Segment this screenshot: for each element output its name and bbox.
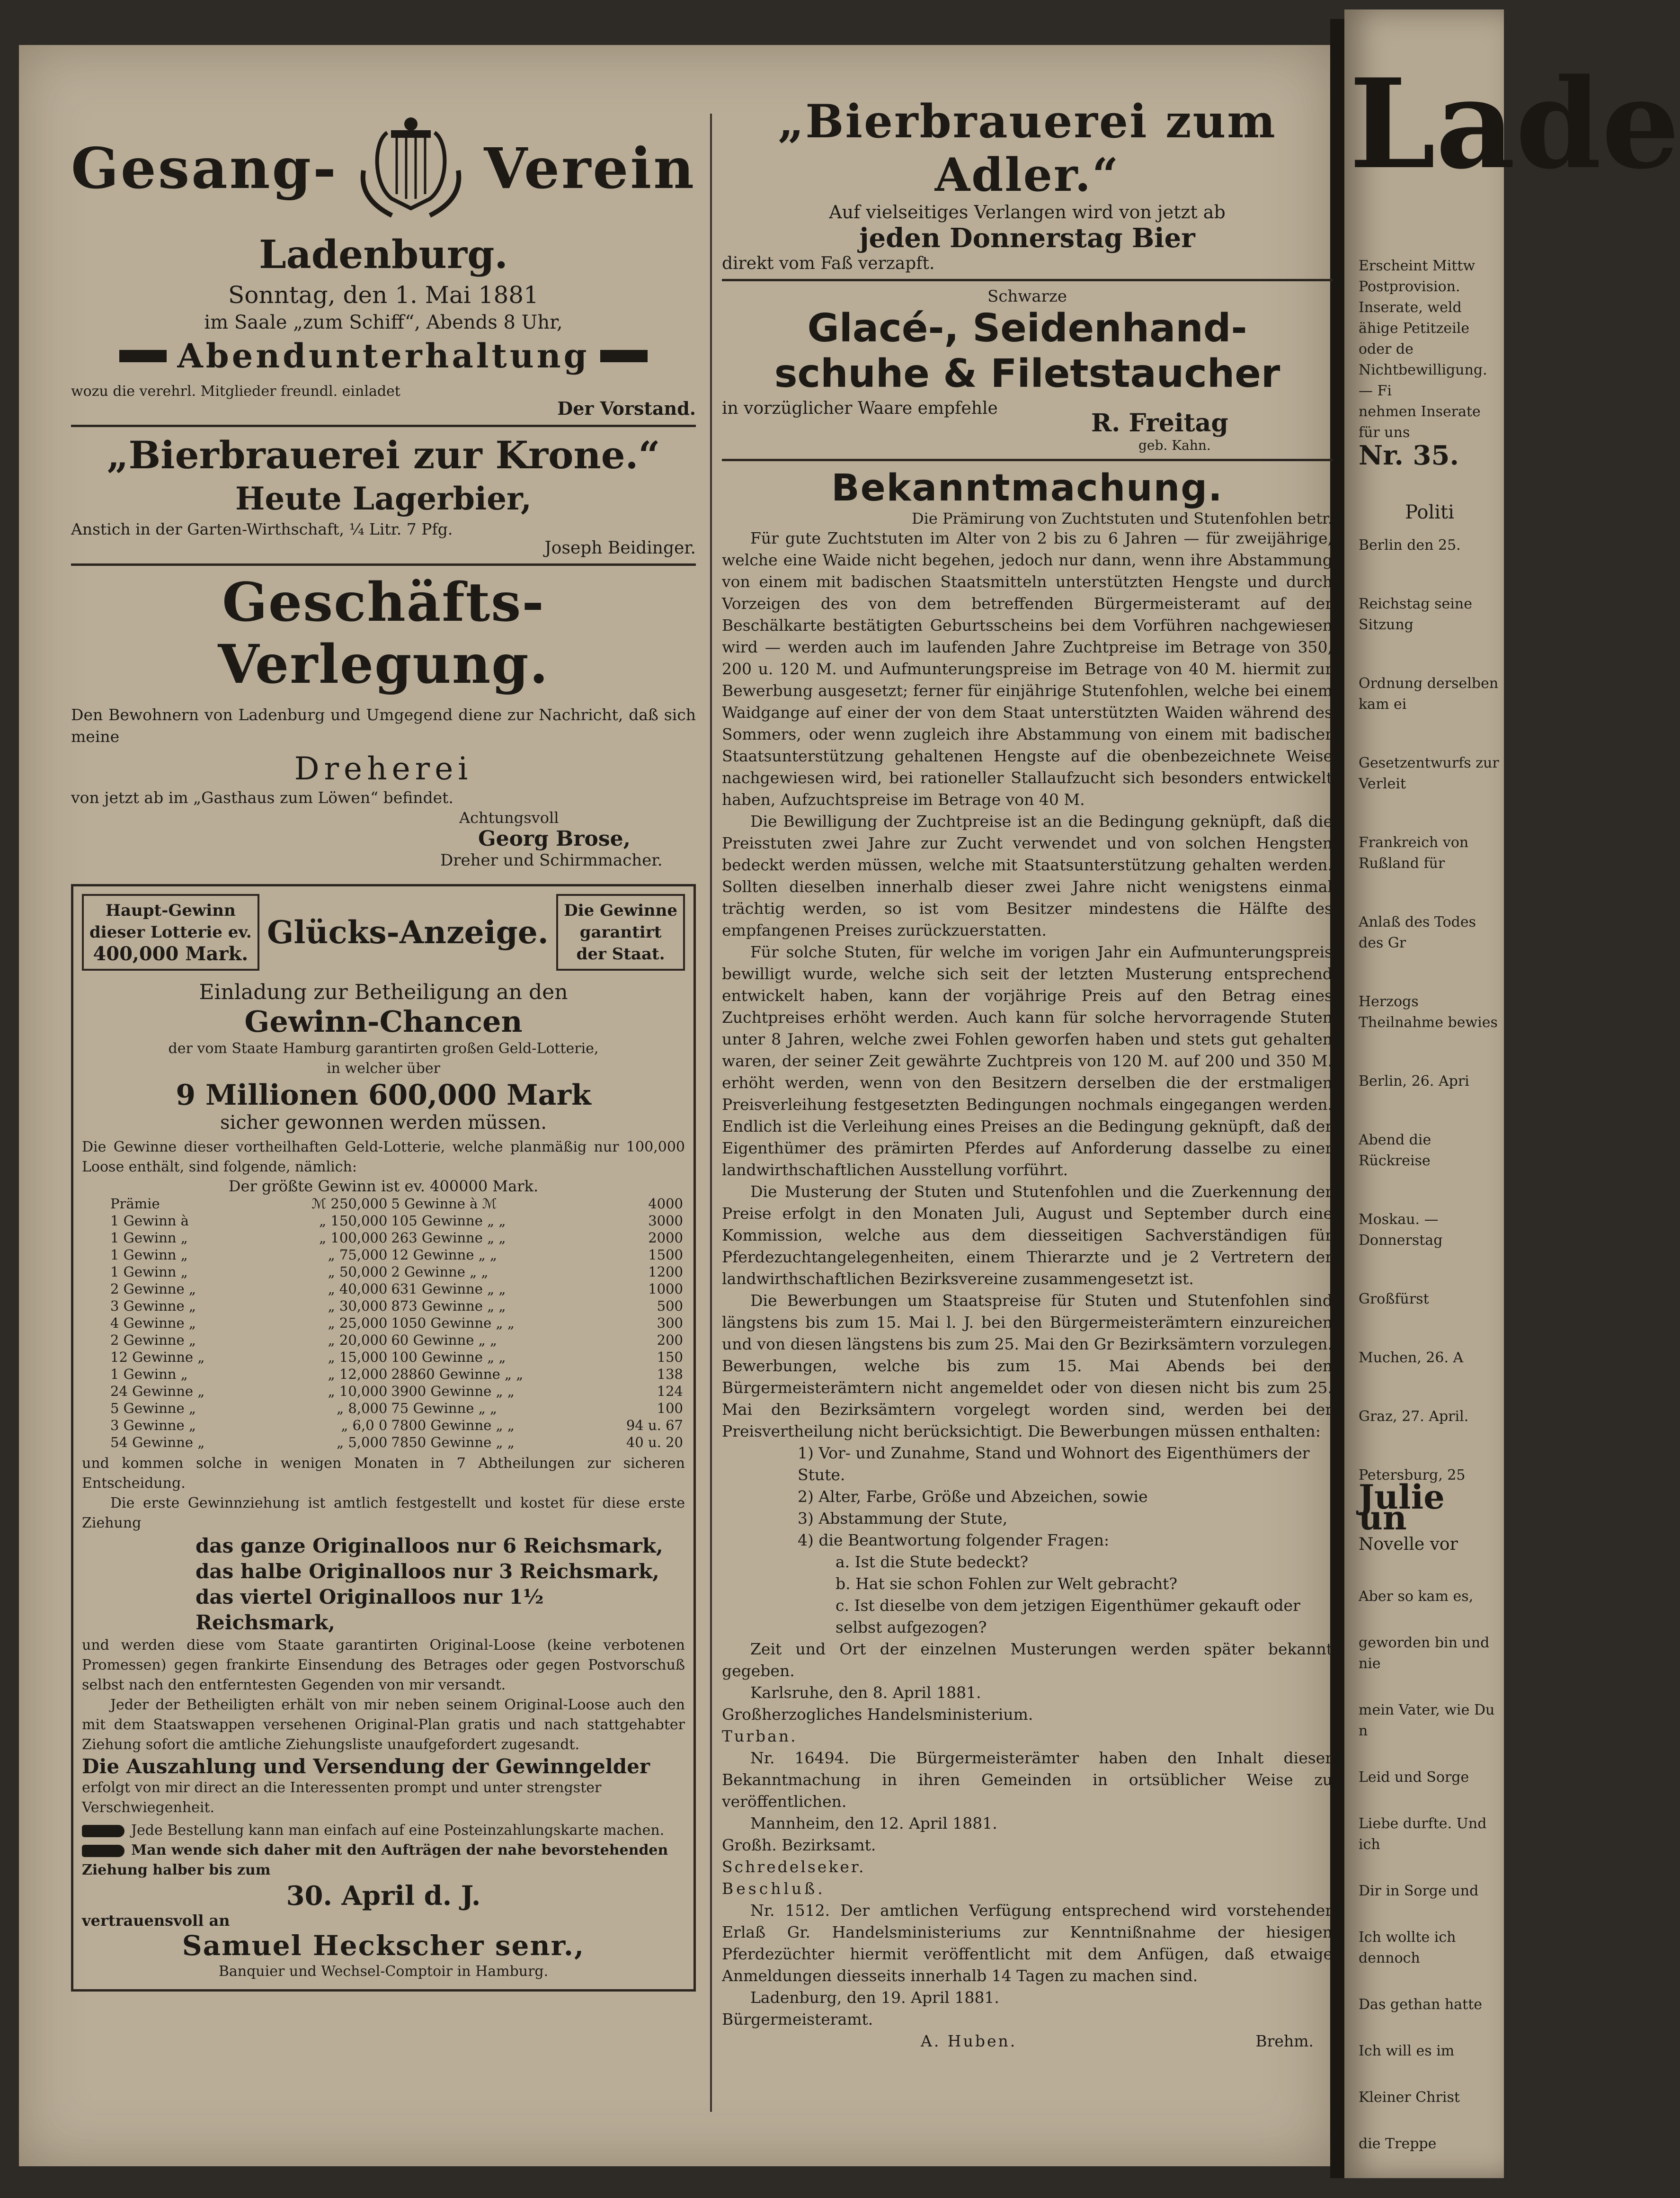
lottery-para3: Die erste Gewinnziehung ist amtlich festgestellt und kostet für diese erste Ziehung [82, 1495, 685, 1531]
prize-row [82, 1212, 685, 1229]
prize-cell: 12 Gewinne „ [110, 1349, 205, 1365]
adler-line1: Auf vielseitiges Verlangen wird von jetzt ab [829, 202, 1226, 223]
bekannt-official: Schredelseker. [722, 1858, 866, 1876]
prize-cell: 124 [657, 1383, 683, 1399]
text-line: Herzogs Theilnahme bewies [1359, 993, 1498, 1031]
bekannt-sublist-item: a. Ist die Stute bedeckt? [836, 1553, 1029, 1571]
bekanntmachung [722, 467, 1333, 2052]
prize-cell: 28860 Gewinne „ „ [391, 1366, 524, 1382]
lottery-main-prize-box [82, 894, 259, 971]
adler-ad [722, 95, 1333, 273]
prize-cell: 3 Gewinne „ [110, 1298, 196, 1314]
verlegung-ad [71, 572, 696, 870]
prize-cell: „ 8,000 [337, 1400, 388, 1416]
lottery-box-line: Haupt-Gewinn [105, 901, 236, 920]
lottery-amount: 9 Millionen 600,000 Mark [176, 1079, 591, 1112]
lottery-box-line: Die Gewinne [564, 901, 677, 920]
prize-cell: 300 [657, 1315, 683, 1331]
prize-cell: „ 10,000 [328, 1383, 388, 1399]
prize-cell: 150 [657, 1349, 683, 1365]
prize-cell: 4 Gewinne „ [110, 1315, 196, 1331]
lottery-price2: das halbe Originalloos nur 3 Reichsmark, [196, 1560, 659, 1583]
lottery-para1: Die Gewinne dieser vortheilhaften Geld-Lotterie, welche planmäßig nur 100,000 Loose enthält, sind folgende, nämlich: [82, 1139, 685, 1175]
prize-row [82, 1434, 685, 1451]
freitag-pre: Schwarze [987, 287, 1067, 306]
prize-cell: 1 Gewinn „ [110, 1264, 188, 1280]
prize-cell: 263 Gewinne „ „ [391, 1230, 506, 1246]
adler-line3: direkt vom Faß verzapft. [722, 254, 935, 273]
krone-title: „Bierbrauerei zur Krone.“ [107, 433, 660, 477]
prize-cell: 105 Gewinne „ „ [391, 1213, 506, 1229]
gesang-title-right: Verein [484, 135, 696, 201]
prize-cell: 1050 Gewinne „ „ [391, 1315, 515, 1331]
verlegung-text1: Den Bewohnern von Ladenburg und Umgegend diene zur Nachricht, daß sich meine [71, 706, 696, 746]
right-column [722, 95, 1333, 2140]
bekannt-p3: Für solche Stuten, für welche im vorigen Jahr ein Aufmunterungspreis bewilligt wurde, welche sich seit der letzten Musterung entsprechend entwickelt haben, kann der vorjährige Preis auf den Betrag eines Zuchtpreises erhöht werden. Auch kann für solche hervorragende Stuten unter 8 Jahren, welche zwei Fohlen geworfen haben und stets gut gehalten waren, der seiner Zeit gewährte Zuchtpreis von 120 M. auf 200 und 350 M. erhöht werden, wenn von den Besitzern derselben die der erstmaligen Preisverleihung festgesetzten Bedingungen nochmals eingegangen werden. Endlich ist die Verleihung eines Preises an die Bedingung geknüpft, daß der Eigenthümer des prämirten Pferdes auf Anforderung dasselbe zu einer landwirthschaftlichen Ausstellung vorführt. [722, 943, 1333, 1179]
bekannt-p4: Die Musterung der Stuten und Stutenfohlen und die Zuerkennung der Preise erfolgt in den Monaten Juli, August und September durch eine Kommission, welche aus dem diesseitigen Sachverständigen für Pferdezuchtangelegenheiten, einem Thierarzte und je 2 Vertretern der landwirthschaftlichen Bezirksvereine zusammengesetzt ist. [722, 1182, 1333, 1288]
prize-cell: Prämie [110, 1196, 160, 1212]
section-title: Politi [1405, 501, 1454, 523]
decorative-bar-right [600, 350, 648, 362]
facing-page [1344, 9, 1680, 2178]
bekannt-place2: Mannheim, den 12. April 1881. [750, 1814, 997, 1832]
text-line: Ordnung derselben kam ei [1359, 675, 1499, 713]
text-line: Großfürst [1359, 1291, 1429, 1307]
prize-cell: „ 25,000 [328, 1315, 388, 1331]
text-line: Gesetzentwurfs zur Verleit [1359, 755, 1499, 792]
prize-cell: 200 [657, 1332, 683, 1348]
prize-cell: „ 150,000 [319, 1213, 388, 1229]
prize-row [82, 1331, 685, 1349]
text-line: mein Vater, wie Du n [1359, 1702, 1495, 1739]
prize-cell: 2000 [648, 1230, 683, 1246]
text-line: Berlin den 25. [1359, 537, 1461, 554]
verlegung-text2: von jetzt ab im „Gasthaus zum Löwen“ befindet. [71, 788, 453, 807]
verlegung-name: Georg Brose, [478, 827, 631, 851]
prize-cell: „ 5,000 [337, 1434, 388, 1450]
text-line: Frankreich von Rußland für [1359, 834, 1469, 872]
prize-row [82, 1400, 685, 1417]
text-line: geworden bin und nie [1359, 1635, 1490, 1672]
prize-cell: 7800 Gewinne „ „ [391, 1417, 515, 1433]
lottery-largest: Der größte Gewinn ist ev. 400000 Mark. [228, 1177, 539, 1195]
prize-cell: „ 12,000 [328, 1366, 388, 1382]
prize-cell: 3000 [648, 1213, 683, 1229]
prize-cell: 1000 [648, 1281, 683, 1297]
text-line: Abend die Rückreise [1359, 1132, 1431, 1169]
prize-cell: 54 Gewinne „ [110, 1434, 205, 1450]
decorative-bar-left [119, 350, 167, 362]
prize-cell: 3 Gewinne „ [110, 1417, 196, 1433]
column-rule [710, 114, 712, 2112]
lottery-box-line: 400,000 Mark. [93, 943, 249, 965]
text-line: Inserate, weld [1359, 299, 1462, 316]
prize-row [82, 1383, 685, 1400]
bekannt-list-item: 2) Alter, Farbe, Größe und Abzeichen, sowie [798, 1487, 1148, 1506]
masthead: Lade [1349, 52, 1680, 197]
lottery-ad [71, 884, 696, 1992]
prize-cell: ℳ 250,000 [311, 1196, 388, 1212]
politics-text [1359, 535, 1501, 1524]
prize-row [82, 1366, 685, 1383]
text-line: Leid und Sorge [1359, 1769, 1469, 1786]
lottery-para2: und kommen solche in wenigen Monaten in 7 Abtheilungen zur sicheren Entscheidung. [82, 1455, 685, 1492]
left-column [71, 95, 696, 2140]
divider [71, 563, 696, 566]
verlegung-shop: Dreherei [294, 751, 473, 787]
freitag-line: in vorzüglicher Waare empfehle [722, 399, 998, 418]
lottery-para4: und werden diese vom Staate garantirten Original-Loose (keine verbotenen Promessen) gegen frankirte Einsendung des Betrages oder gegen Postvorschuß selbst nach den entferntesten Gegenden von mir versandt. [82, 1637, 685, 1693]
adler-line2: jeden Donnerstag Bier [859, 223, 1195, 254]
verlegung-closing: Achtungsvoll [459, 809, 559, 827]
bekannt-intro: Die Prämirung von Zuchtstuten und Stutenfohlen betr. [911, 509, 1333, 527]
prize-cell: „ 40,000 [328, 1281, 388, 1297]
text-line: Nichtbewilligung. — Fi [1359, 362, 1487, 399]
text-line: Ich wollte ich dennoch [1359, 1929, 1456, 1966]
bekannt-minister: Turban. [722, 1727, 798, 1745]
lottery-box-line: garantirt [579, 923, 662, 942]
text-line: Graz, 27. April. [1359, 1408, 1469, 1425]
prize-cell: 2 Gewinne „ [110, 1332, 196, 1348]
prize-cell: 2 Gewinne „ „ [391, 1264, 489, 1280]
story-title: Julie un [1359, 1477, 1445, 1537]
prize-cell: 75 Gewinne „ „ [391, 1400, 497, 1416]
gesang-event: Abendunterhaltung [177, 336, 590, 375]
text-line: Das gethan hatte [1359, 1996, 1483, 2013]
bekannt-p8: Nr. 1512. Der amtlichen Verfügung entsprechend wird vorstehender Erlaß Gr. Handelsministeriums zur Kenntnißnahme der hiesigen Pferdezüchter hiermit veröffentlicht mit dem Anfügen, daß etwaige Anmeldungen diesseits innerhalb 14 Tagen zu machen sind. [722, 1901, 1333, 1985]
prize-cell: 1 Gewinn à [110, 1213, 189, 1229]
prize-row [82, 1349, 685, 1366]
bekannt-title: Bekanntmachung. [831, 467, 1223, 509]
freitag-title2: schuhe & Filetstaucher [774, 351, 1280, 396]
gesang-place: Ladenburg. [259, 232, 508, 277]
prize-cell: „ 75,000 [328, 1247, 388, 1263]
prize-cell: 40 u. 20 [626, 1434, 683, 1450]
freitag-title1: Glacé-, Seidenhand- [807, 306, 1247, 351]
text-line: Dir in Sorge und [1359, 1883, 1479, 1899]
prize-cell: „ 6,0 0 [341, 1417, 388, 1433]
lottery-chances: Gewinn-Chancen [244, 1004, 523, 1039]
divider [722, 279, 1333, 281]
bekannt-place1: Karlsruhe, den 8. April 1881. [750, 1683, 981, 1702]
prize-cell: „ 30,000 [328, 1298, 388, 1314]
prize-cell: 5 Gewinne à ℳ [391, 1196, 497, 1212]
krone-signer: Joseph Beidinger. [544, 538, 696, 558]
prize-row [82, 1263, 685, 1280]
lottery-para6: erfolgt von mir direct an die Interessenten prompt und unter strengster Verschwiegenheit. [82, 1779, 602, 1816]
lottery-closing: vertrauensvoll an [82, 1912, 230, 1930]
issue-number: Nr. 35. [1359, 440, 1459, 471]
bekannt-resolution: Beschluß. [722, 1879, 826, 1898]
bekannt-p6: Zeit und Ort der einzelnen Musterungen werden später bekannt gegeben. [722, 1640, 1333, 1680]
lottery-price3: das viertel Originalloos nur 1½ Reichsmark, [196, 1585, 544, 1634]
bekannt-list-item: 4) die Beantwortung folgender Fragen: [798, 1531, 1110, 1549]
prize-row [82, 1417, 685, 1434]
bekannt-p5: Die Bewerbungen um Staatspreise für Stuten und Stutenfohlen sind längstens bis zum 15. Mai l. J. bei den Bürgermeisterämtern einzureichen und von diesen längstens bis zum 25. Mai den Gr Bezirksämtern vorzulegen. Bewerbungen, welche bis zum 15. Mai Abends bei den Bürgermeisterämtern nicht angemeldet oder von diesen nicht bis zum 25. Mai den Bezirksämtern vorgelegt worden sind, werden bei der Preisvertheilung nicht berücksichtigt. Die Bewerbungen müssen enthalten: [722, 1291, 1333, 1440]
story-text [1359, 1586, 1501, 2180]
text-line: ähige Petitzeile oder de [1359, 320, 1470, 357]
prize-cell: 3900 Gewinne „ „ [391, 1383, 515, 1399]
text-line: Berlin, 26. Apri [1359, 1073, 1469, 1090]
text-line: Postprovision. [1359, 278, 1460, 295]
text-line: Moskau. — Donnerstag [1359, 1211, 1443, 1249]
lottery-deadline: 30. April d. J. [286, 1880, 481, 1912]
prize-row [82, 1229, 685, 1246]
lottery-name: Samuel Heckscher senr., [182, 1930, 585, 1962]
prize-cell: 1 Gewinn „ [110, 1230, 188, 1246]
text-line: die Treppe [1359, 2135, 1437, 2152]
bekannt-sublist-item: b. Hat sie schon Fohlen zur Welt gebracht? [836, 1574, 1178, 1593]
lottery-box-line: der Staat. [576, 945, 665, 964]
prize-table [82, 1195, 685, 1451]
prize-cell: 500 [657, 1298, 683, 1314]
prize-cell: 1 Gewinn „ [110, 1247, 188, 1263]
verlegung-title: Geschäfts-Verlegung. [218, 572, 549, 696]
lottery-line1: der vom Staate Hamburg garantirten großen Geld-Lotterie, [168, 1040, 599, 1057]
krone-headline: Heute Lagerbier, [235, 480, 532, 517]
prize-cell: 100 [657, 1400, 683, 1416]
lottery-guarantee-box [556, 894, 685, 971]
pointing-hand-icon [82, 1845, 124, 1857]
prize-row [82, 1246, 685, 1263]
prize-cell: 1200 [648, 1264, 683, 1280]
divider [71, 425, 696, 427]
bekannt-p2: Die Bewilligung der Zuchtpreise ist an die Bedingung geknüpft, daß die Preisstuten zwei Jahre zur Zucht verwendet und von solchen Hengsten bedeckt werden müssen, welche mit Staatsunterstützung gehalten werden. Sollten dieselben innerhalb dieser zwei Jahre nicht wenigstens einmal trächtig werden, so ist vom Besitzer mindestens die Hälfte des empfangenen Preises zurückzuerstatten. [722, 812, 1333, 939]
text-line: Reichstag seine Sitzung [1359, 596, 1472, 633]
prize-cell: 4000 [648, 1196, 683, 1212]
gesang-verein-ad [71, 114, 696, 419]
text-line: Ich will es im [1359, 2043, 1455, 2059]
lottery-payout: Die Auszahlung und Versendung der Gewinngelder [82, 1755, 650, 1778]
divider [722, 459, 1333, 461]
krone-ad [71, 433, 696, 558]
text-line: Anlaß des Todes des Gr [1359, 914, 1476, 951]
prize-cell: „ 20,000 [328, 1332, 388, 1348]
text-line: Aber so kam es, [1359, 1588, 1474, 1605]
gesang-signer: Der Vorstand. [557, 398, 696, 419]
bekannt-sign1: A. Huben. [921, 2032, 1017, 2050]
bekannt-place3: Ladenburg, den 19. April 1881. [750, 1988, 999, 2007]
lottery-note2: Man wende sich daher mit den Aufträgen der nahe bevorstehenden Ziehung halber bis zum [82, 1842, 668, 1878]
prize-cell: „ 100,000 [319, 1230, 388, 1246]
freitag-sub: geb. Kahn. [1138, 438, 1211, 453]
lottery-firm: Banquier und Wechsel-Comptoir in Hamburg. [218, 1963, 549, 1980]
prize-cell: 873 Gewinne „ „ [391, 1298, 506, 1314]
krone-detail: Anstich in der Garten-Wirthschaft, ¼ Litr. 7 Pfg. [71, 520, 453, 538]
adler-title: „Bierbrauerei zum Adler.“ [778, 95, 1277, 202]
lottery-line3: sicher gewonnen werden müssen. [220, 1112, 547, 1134]
prize-cell: 60 Gewinne „ „ [391, 1332, 497, 1348]
prize-cell: 7850 Gewinne „ „ [391, 1434, 515, 1450]
prize-cell: 2 Gewinne „ [110, 1281, 196, 1297]
text-line: Erscheint Mittw [1359, 258, 1476, 274]
prize-cell: „ 50,000 [328, 1264, 388, 1280]
prize-cell: 94 u. 67 [626, 1417, 683, 1433]
prize-cell: 12 Gewinne „ „ [391, 1247, 497, 1263]
text-line: Muchen, 26. A [1359, 1349, 1464, 1366]
bekannt-list-item: 1) Vor- und Zunahme, Stand und Wohnort des Eigenthümers der Stute. [798, 1444, 1310, 1484]
gesang-date: Sonntag, den 1. Mai 1881 [228, 281, 539, 309]
lottery-line2: in welcher über [327, 1060, 440, 1077]
prize-cell: 138 [657, 1366, 683, 1382]
gesang-title-left: Gesang- [71, 135, 338, 201]
text-line: nehmen Inserate für uns [1359, 403, 1481, 441]
bekannt-sublist-item: c. Ist dieselbe von dem jetzigen Eigenthümer gekauft oder selbst aufgezogen? [836, 1596, 1300, 1636]
verlegung-trade: Dreher und Schirmmacher. [440, 851, 663, 870]
lottery-box-line: dieser Lotterie ev. [89, 923, 252, 942]
bekannt-ministry: Großherzogliches Handelsministerium. [722, 1705, 1033, 1724]
lottery-title: Glücks-Anzeige. [267, 914, 549, 951]
story-subtitle: Novelle vor [1359, 1535, 1458, 1554]
prize-row [82, 1297, 685, 1314]
lottery-price1: das ganze Originalloos nur 6 Reichsmark, [196, 1534, 663, 1557]
gesang-invite: wozu die verehrl. Mitglieder freundl. einladet [71, 383, 400, 400]
prize-cell: 631 Gewinne „ „ [391, 1281, 506, 1297]
bekannt-list-item: 3) Abstammung der Stute, [798, 1509, 1008, 1528]
bekannt-mayor-office: Bürgermeisteramt. [722, 2010, 873, 2028]
prize-cell: 100 Gewinne „ „ [391, 1349, 506, 1365]
prize-cell: 1 Gewinn „ [110, 1366, 188, 1382]
prize-cell: 1500 [648, 1247, 683, 1263]
bekannt-office: Großh. Bezirksamt. [722, 1836, 876, 1854]
lottery-note1: Jede Bestellung kann man einfach auf eine Posteinzahlungskarte machen. [131, 1822, 665, 1839]
gesang-venue: im Saale „zum Schiff“, Abends 8 Uhr, [204, 312, 563, 333]
bekannt-p7: Nr. 16494. Die Bürgermeisterämter haben den Inhalt dieser Bekanntmachung in ihren Gemeinden in ortsüblicher Weise zu veröffentlichen. [722, 1749, 1333, 1811]
lyre-wreath-icon [354, 114, 468, 223]
text-line: Kleiner Christ [1359, 2089, 1460, 2106]
bekannt-p1: Für gute Zuchtstuten im Alter von 2 bis zu 6 Jahren — für zweijährige, welche eine Waide nicht begehen, jedoch nur dann, wenn ihre Abstammung von einem mit badischen Staatsmitteln unterstützten Hengste und durch Vorzeigen des von dem betreffenden Bürgermeisteramt auf der Beschälkarte bestätigten Geburtsscheins bei dem Vorführen nachgewiesen wird — werden auch im laufenden Jahre Zuchtpreise im Betrage von 350, 200 u. 120 M. und Aufmunterungspreise im Betrage von 40 M. hiermit zur Bewerbung ausgesetzt; ferner für einjährige Stutenfohlen, welche bei einem Waidgange auf einer der von dem Staat unterstützten Waiden während des Sommers, oder wenn zugleich ihre Abstammung von einem mit badischer Staatsunterstützung gehaltenen Hengste auf die obenbezeichnete Weise nachgewiesen wird, bei rationeller Stallaufzucht sich besonders entwickelt haben, Aufzuchtspreise im Betrage von 40 M. [722, 529, 1333, 809]
prize-cell: 5 Gewinne „ [110, 1400, 196, 1416]
pointing-hand-icon [82, 1825, 124, 1837]
prize-cell: 24 Gewinne „ [110, 1383, 205, 1399]
prize-cell: „ 15,000 [328, 1349, 388, 1365]
header-notes [1359, 256, 1501, 443]
prize-row [82, 1195, 685, 1212]
prize-row [82, 1314, 685, 1331]
lottery-invite: Einladung zur Betheiligung an den [199, 980, 568, 1004]
freitag-ad [722, 287, 1333, 453]
prize-row [82, 1280, 685, 1297]
bekannt-sign2: Brehm. [1255, 2032, 1314, 2050]
lottery-para5: Jeder der Betheiligten erhält von mir neben seinem Original-Loose auch den mit dem Staatswappen versehenen Original-Plan gratis und nach stattgehabter Ziehung sofort die amtliche Ziehungsliste unaufgefordert zugesandt. [82, 1697, 685, 1753]
text-line: Liebe durfte. Und ich [1359, 1815, 1487, 1853]
text-line: Petersburg, 25 [1359, 1467, 1466, 1483]
freitag-name: R. Freitag [1091, 409, 1228, 438]
